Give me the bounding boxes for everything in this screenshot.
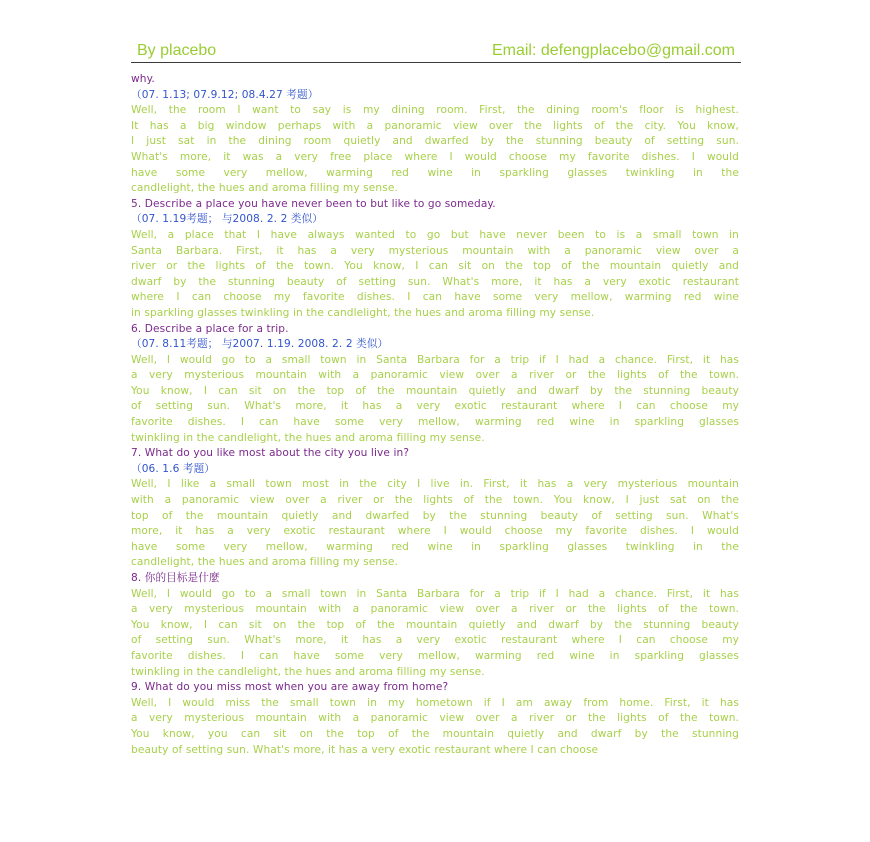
- author-label: By placebo: [137, 42, 217, 59]
- answer-text-line: a very mysterious mountain with a panoramic view over a river or the lights of the town.: [131, 369, 739, 382]
- answer-text-line: favorite dishes. I can have some very mellow, warming red wine in sparkling glasses: [131, 649, 739, 662]
- answer-text-line: It has a big window perhaps with a panoramic view over the lights of the city. You know,: [131, 119, 739, 132]
- answer-text-line: candlelight, the hues and aroma filling my sense.: [131, 556, 398, 569]
- answer-text-line: candlelight, the hues and aroma filling my sense.: [131, 182, 398, 195]
- question-heading: 8. 你的目标是什麼: [131, 572, 220, 584]
- answer-text-line: Well, the room I want to say is my dining room. First, the dining room's floor is highest.: [131, 104, 739, 117]
- question-heading: 5. Describe a place you have never been to but like to go someday.: [131, 197, 496, 210]
- exam-dates: （07. 1.13; 07.9.12; 08.4.27 考题）: [131, 88, 319, 101]
- answer-text-line: more, it has a very exotic restaurant where I would choose my favorite dishes. I would: [131, 525, 739, 538]
- answer-text-line: of setting sun. What's more, it has a very exotic restaurant where I can choose my: [131, 634, 739, 647]
- answer-text-line: You know, I can sit on the top of the mountain quietly and dwarf by the stunning beauty: [131, 384, 739, 397]
- question-heading: 7. What do you like most about the city you live in?: [131, 447, 410, 460]
- answer-text-line: Well, I would go to a small town in Santa Barbara for a trip if I had a chance. First, it has: [131, 353, 739, 366]
- answer-text-line: in sparkling glasses twinkling in the candlelight, the hues and aroma filling my sense.: [131, 306, 595, 319]
- answer-text-line: have some very mellow, warming red wine in sparkling glasses twinkling in the: [131, 540, 739, 553]
- answer-text-line: You know, I can sit on the top of the mountain quietly and dwarf by the stunning beauty: [131, 618, 739, 631]
- exam-dates: （07. 8.11考题； 与2007. 1.19. 2008. 2. 2 类似）: [131, 338, 389, 351]
- question-heading: 6. Describe a place for a trip.: [131, 322, 289, 335]
- answer-text-line: have some very mellow, warming red wine in sparkling glasses twinkling in the: [131, 166, 739, 179]
- document-body: [131, 72, 739, 758]
- answer-text-line: twinkling in the candlelight, the hues and aroma filling my sense.: [131, 665, 485, 678]
- answer-text-line: a very mysterious mountain with a panoramic view over a river or the lights of the town.: [131, 712, 739, 725]
- answer-text-line: Well, I would miss the small town in my hometown if I am away from home. First, it has: [131, 696, 739, 709]
- exam-dates: （06. 1.6 考题）: [131, 462, 216, 475]
- page-header: [131, 38, 741, 63]
- answer-text-line: You know, you can sit on the top of the mountain quietly and dwarf by the stunning: [131, 727, 739, 740]
- exam-dates: （07. 1.19考题； 与2008. 2. 2 类似）: [131, 213, 323, 226]
- answer-text-line: Well, a place that I have always wanted to go but have never been to is a small town in: [131, 228, 739, 241]
- answer-text-line: of setting sun. What's more, it has a very exotic restaurant where I can choose my: [131, 400, 739, 413]
- answer-text-line: Santa Barbara. First, it has a very mysterious mountain with a panoramic view over a: [131, 244, 739, 257]
- email-label: Email: defengplacebo@gmail.com: [491, 42, 735, 59]
- answer-text-line: dwarf by the stunning beauty of setting sun. What's more, it has a very exotic restaurant: [131, 275, 739, 288]
- answer-text-line: Well, I like a small town most in the city I live in. First, it has a very mysterious mountain: [131, 478, 739, 491]
- answer-text-line: with a panoramic view over a river or the lights of the town. You know, I just sat on the: [131, 494, 739, 507]
- answer-text-line: Well, I would go to a small town in Santa Barbara for a trip if I had a chance. First, it has: [131, 587, 739, 600]
- answer-text-line: favorite dishes. I can have some very mellow, warming red wine in sparkling glasses: [131, 416, 739, 429]
- answer-text-line: river or the lights of the town. You know, I can sit on the top of the mountain quietly and: [131, 260, 739, 273]
- answer-text-line: where I can choose my favorite dishes. I can have some very mellow, warming red wine: [131, 291, 739, 304]
- answer-text-line: twinkling in the candlelight, the hues and aroma filling my sense.: [131, 431, 485, 444]
- answer-text-line: top of the mountain quietly and dwarfed by the stunning beauty of setting sun. What's: [131, 509, 739, 522]
- answer-text-line: I just sat in the dining room quietly and dwarfed by the stunning beauty of setting sun.: [131, 135, 739, 148]
- answer-text-line: What's more, it was a very free place where I would choose my favorite dishes. I would: [131, 150, 739, 163]
- answer-text-line: a very mysterious mountain with a panoramic view over a river or the lights of the town.: [131, 603, 739, 616]
- question-heading: why.: [131, 73, 155, 85]
- answer-text-line: beauty of setting sun. What's more, it has a very exotic restaurant where I can choose: [131, 743, 599, 756]
- question-heading: 9. What do you miss most when you are away from home?: [131, 681, 449, 694]
